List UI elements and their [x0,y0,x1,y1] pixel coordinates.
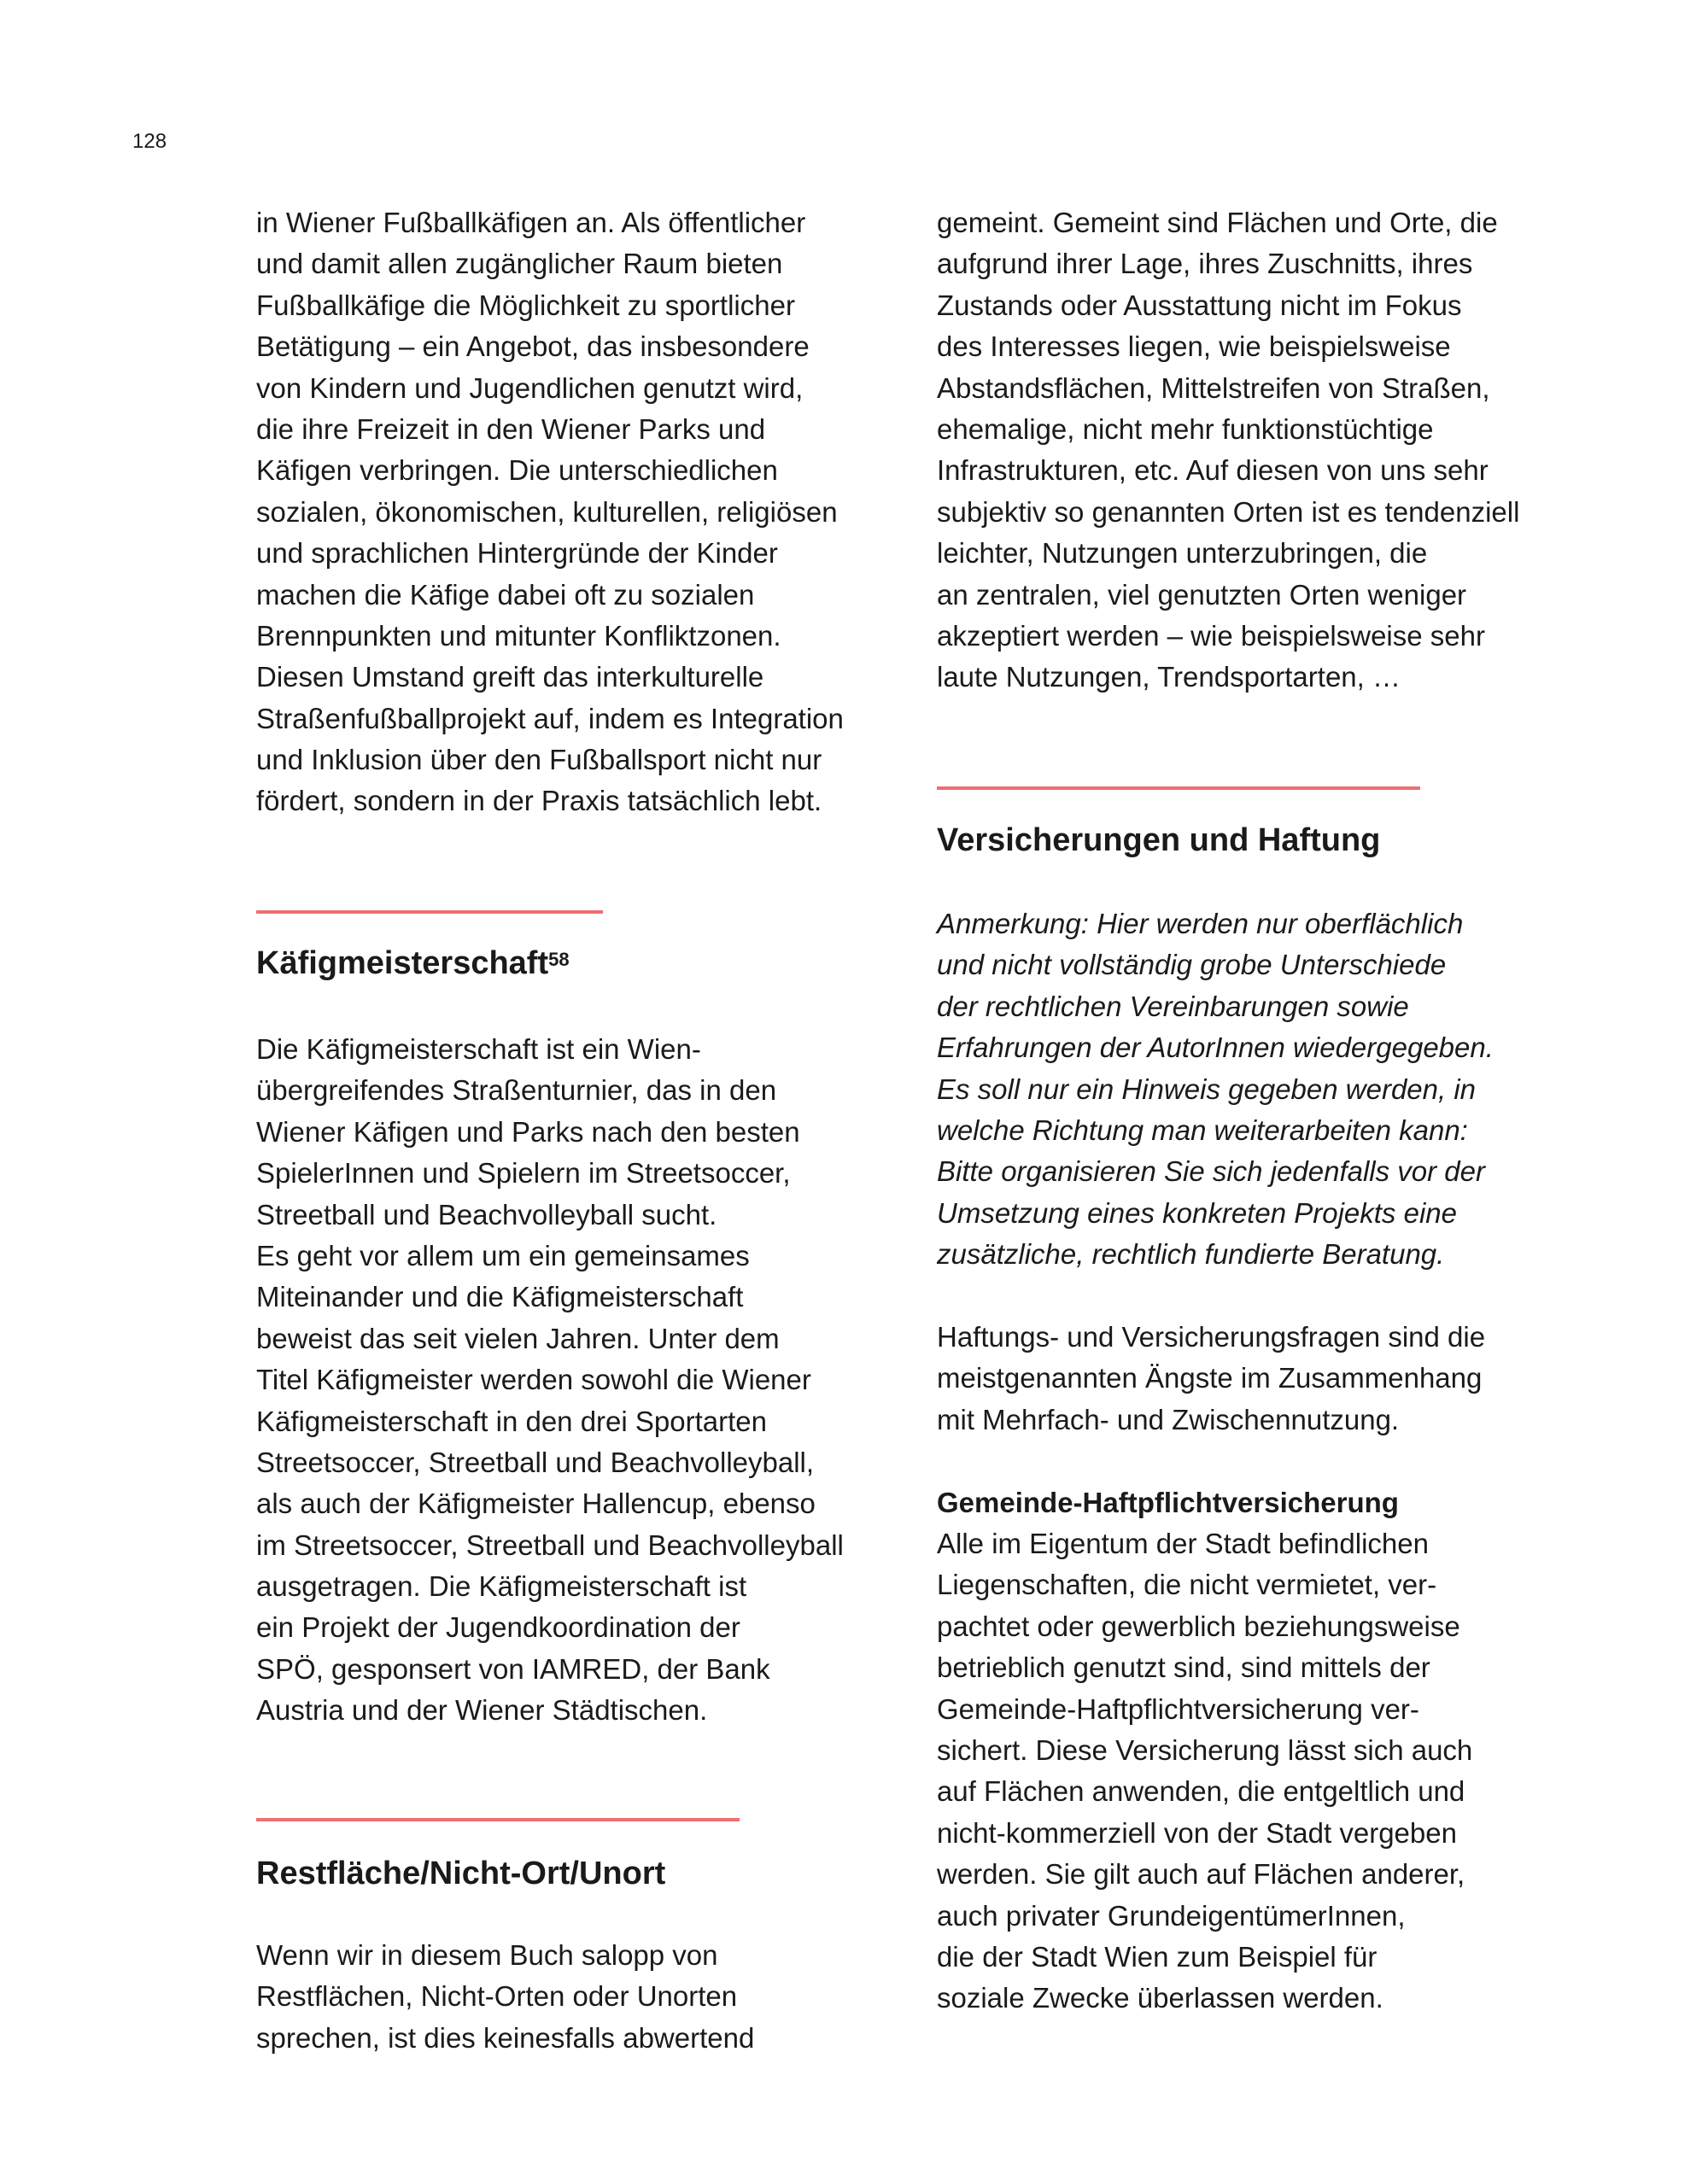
subheading-gemeinde-haftpflicht: Gemeinde-Haftpflichtversicherung [937,1487,1399,1518]
text-line: SPÖ, gesponsert von IAMRED, der Bank [256,1652,770,1685]
text-line: und Inklusion über den Fußballsport nicht nur [256,744,822,776]
text-line: Zustands oder Ausstattung nicht im Fokus [937,289,1462,321]
text-line: als auch der Käfigmeister Hallencup, ebenso [256,1488,816,1520]
text-line: Es soll nur ein Hinweis gegeben werden, in [937,1073,1477,1105]
text-line: akzeptiert werden – wie beispielsweise sehr [937,619,1485,652]
text-line: Wenn wir in diesem Buch salopp von [256,1939,718,1971]
text-line: übergreifendes Straßenturnier, das in den [256,1074,777,1107]
text-line: Straßenfußballprojekt auf, indem es Integration [256,702,844,734]
text-line: SpielerInnen und Spielern im Streetsoccer, [256,1157,791,1190]
text-line: Titel Käfigmeister werden sowohl die Wiener [256,1364,811,1396]
text-line: Alle im Eigentum der Stadt befindlichen [937,1528,1429,1559]
text-line: Infrastrukturen, etc. Auf diesen von uns sehr [937,454,1489,487]
text-line: Abstandsflächen, Mittelstreifen von Straßen, [937,371,1490,404]
text-line: subjektiv so genannten Orten ist es tendenziell [937,495,1520,528]
text-line: werden. Sie gilt auch auf Flächen anderer, [937,1858,1465,1891]
text-line: Diesen Umstand greift das interkulturelle [256,661,764,693]
text-line: pachtet oder gewerblich beziehungsweise [937,1610,1460,1642]
text-line: Umsetzung eines konkreten Projekts eine [937,1196,1457,1229]
text-line: Es geht vor allem um ein gemeinsames [256,1239,750,1271]
left-paragraph-3 [256,1935,754,2059]
text-line: Haftungs- und Versicherungsfragen sind die [937,1321,1486,1353]
text-line: Streetball und Beachvolleyball sucht. [256,1198,717,1230]
text-line: die der Stadt Wien zum Beispiel für [937,1940,1378,1973]
text-line: auf Flächen anwenden, die entgeltlich und [937,1775,1465,1808]
text-line: aufgrund ihrer Lage, ihres Zuschnitts, ihres [937,248,1473,280]
text-line: laute Nutzungen, Trendsportarten, … [937,661,1401,693]
text-line: mit Mehrfach- und Zwischennutzung. [937,1403,1400,1435]
left-paragraph-1 [256,202,844,822]
text-line: meistgenannten Ängste im Zusammenhang [937,1362,1483,1394]
text-line: ehemalige, nicht mehr funktionstüchtige [937,412,1434,445]
page-number: 128 [132,130,167,153]
text-line: der rechtlichen Vereinbarungen sowie [937,990,1409,1022]
text-line: Betätigung – ein Angebot, das insbesondere [256,330,810,363]
text-line: beweist das seit vielen Jahren. Unter dem [256,1322,780,1354]
text-line: von Kindern und Jugendlichen genutzt wird, [256,371,804,404]
heading-kaefigmeisterschaft [256,943,570,984]
text-line: sichert. Diese Versicherung lässt sich auch [937,1733,1473,1766]
text-line: in Wiener Fußballkäfigen an. Als öffentlicher [256,207,806,238]
text-line: Wiener Käfigen und Parks nach den besten [256,1115,800,1148]
text-line: Miteinander und die Käfigmeisterschaft [256,1281,744,1313]
heading-restflaeche: Restfläche/Nicht-Ort/Unort [256,1856,666,1891]
text-line: welche Richtung man weiterarbeiten kann: [937,1114,1468,1146]
text-line: fördert, sondern in der Praxis tatsächlich lebt. [256,785,822,817]
text-line: Erfahrungen der AutorInnen wiedergegeben. [937,1032,1494,1064]
text-line: betrieblich genutzt sind, sind mittels der [937,1651,1430,1684]
text-line: Fußballkäfige die Möglichkeit zu sportlicher [256,289,795,321]
footnote-ref: 58 [548,949,570,970]
text-line: und damit allen zugänglicher Raum bieten [256,248,783,280]
text-line: Käfigmeisterschaft in den drei Sportarten [256,1405,767,1437]
right-paragraph-3 [937,1523,1472,2020]
text-line: ein Projekt der Jugendkoordination der [256,1611,740,1644]
text-line: an zentralen, viel genutzten Orten weniger [937,578,1467,611]
text-line: Austria und der Wiener Städtischen. [256,1694,708,1727]
text-line: Die Käfigmeisterschaft ist ein Wien- [256,1033,701,1065]
right-paragraph-2 [937,1317,1485,1441]
text-line: und nicht vollständig grobe Unterschiede [937,949,1447,981]
text-line: Käfigen verbringen. Die unterschiedlichen [256,454,778,487]
text-line: Bitte organisieren Sie sich jedenfalls vor der [937,1155,1486,1188]
text-line: machen die Käfige dabei oft zu sozialen [256,578,755,611]
text-line: leichter, Nutzungen unterzubringen, die [937,537,1428,570]
text-line: gemeint. Gemeint sind Flächen und Orte, die [937,207,1498,238]
text-line: ausgetragen. Die Käfigmeisterschaft ist [256,1570,747,1603]
note-paragraph [937,903,1494,1276]
text-line: sprechen, ist dies keinesfalls abwertend [256,2021,755,2054]
heading-versicherungen: Versicherungen und Haftung [937,822,1381,858]
text-line: Restflächen, Nicht-Orten oder Unorten [256,1980,738,2013]
left-paragraph-2 [256,1029,844,1732]
text-line: im Streetsoccer, Streetball und Beachvolleyball [256,1529,844,1561]
text-line: des Interesses liegen, wie beispielsweise [937,330,1451,363]
text-line: Brennpunkten und mitunter Konfliktzonen. [256,619,781,652]
heading-text: Käfigmeisterschaft [256,945,549,981]
text-line: Gemeinde-Haftpflichtversicherung ver- [937,1692,1419,1725]
section-divider [256,910,603,914]
section-divider [937,786,1420,790]
text-line: Liegenschaften, die nicht vermietet, ver- [937,1569,1437,1601]
text-line: Anmerkung: Hier werden nur oberflächlich [937,908,1464,939]
text-line: die ihre Freizeit in den Wiener Parks und [256,412,766,445]
right-paragraph-1 [937,202,1519,699]
text-line: und sprachlichen Hintergründe der Kinder [256,537,778,570]
text-line: auch privater GrundeigentümerInnen, [937,1899,1406,1932]
text-line: zusätzliche, rechtlich fundierte Beratung. [937,1238,1445,1271]
text-line: Streetsoccer, Streetball und Beachvolleyball, [256,1446,815,1478]
text-line: soziale Zwecke überlassen werden. [937,1982,1383,2014]
text-line: sozialen, ökonomischen, kulturellen, religiösen [256,495,838,528]
text-line: nicht-kommerziell von der Stadt vergeben [937,1816,1457,1849]
section-divider [256,1818,740,1821]
